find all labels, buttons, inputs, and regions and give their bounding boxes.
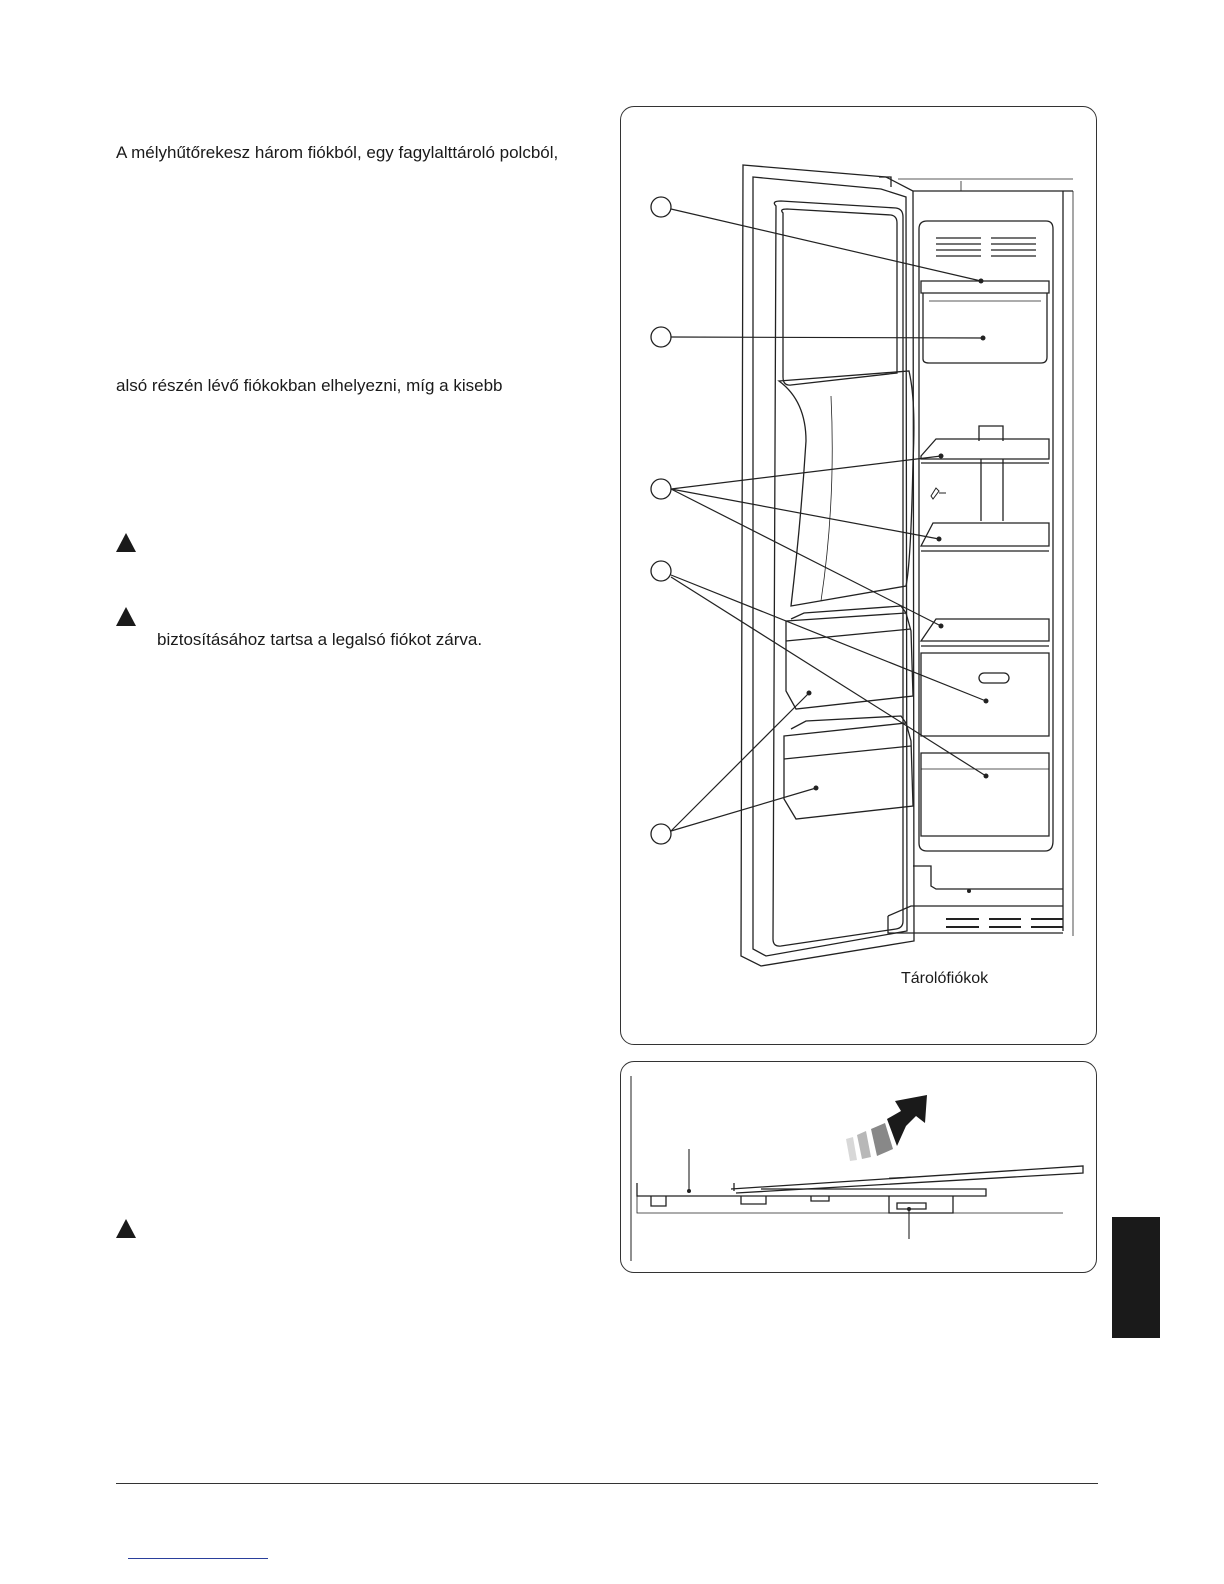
footer-link-underline xyxy=(128,1558,268,1559)
warning-triangle-icon xyxy=(116,1219,136,1238)
warning-text-line: biztosításához tartsa a legalsó fiókot zárva. xyxy=(157,630,483,649)
figure-refrigerator-panel xyxy=(620,106,1097,1045)
footer-divider xyxy=(116,1483,1098,1484)
paragraph-drawer-line: alsó részén lévő fiókokban elhelyezni, míg a kisebb xyxy=(116,376,503,395)
section-side-tab xyxy=(1112,1217,1160,1338)
figure-drawer-lift-panel xyxy=(620,1061,1097,1273)
figure-caption: Tárolófiókok xyxy=(901,970,989,987)
refrigerator-diagram xyxy=(621,107,1096,1044)
warning-triangle-icon xyxy=(116,607,136,626)
drawer-lift-diagram xyxy=(621,1062,1096,1272)
paragraph-intro-line: A mélyhűtőrekesz három fiókból, egy fagylalttároló polcból, xyxy=(116,143,559,162)
warning-triangle-icon xyxy=(116,533,136,552)
